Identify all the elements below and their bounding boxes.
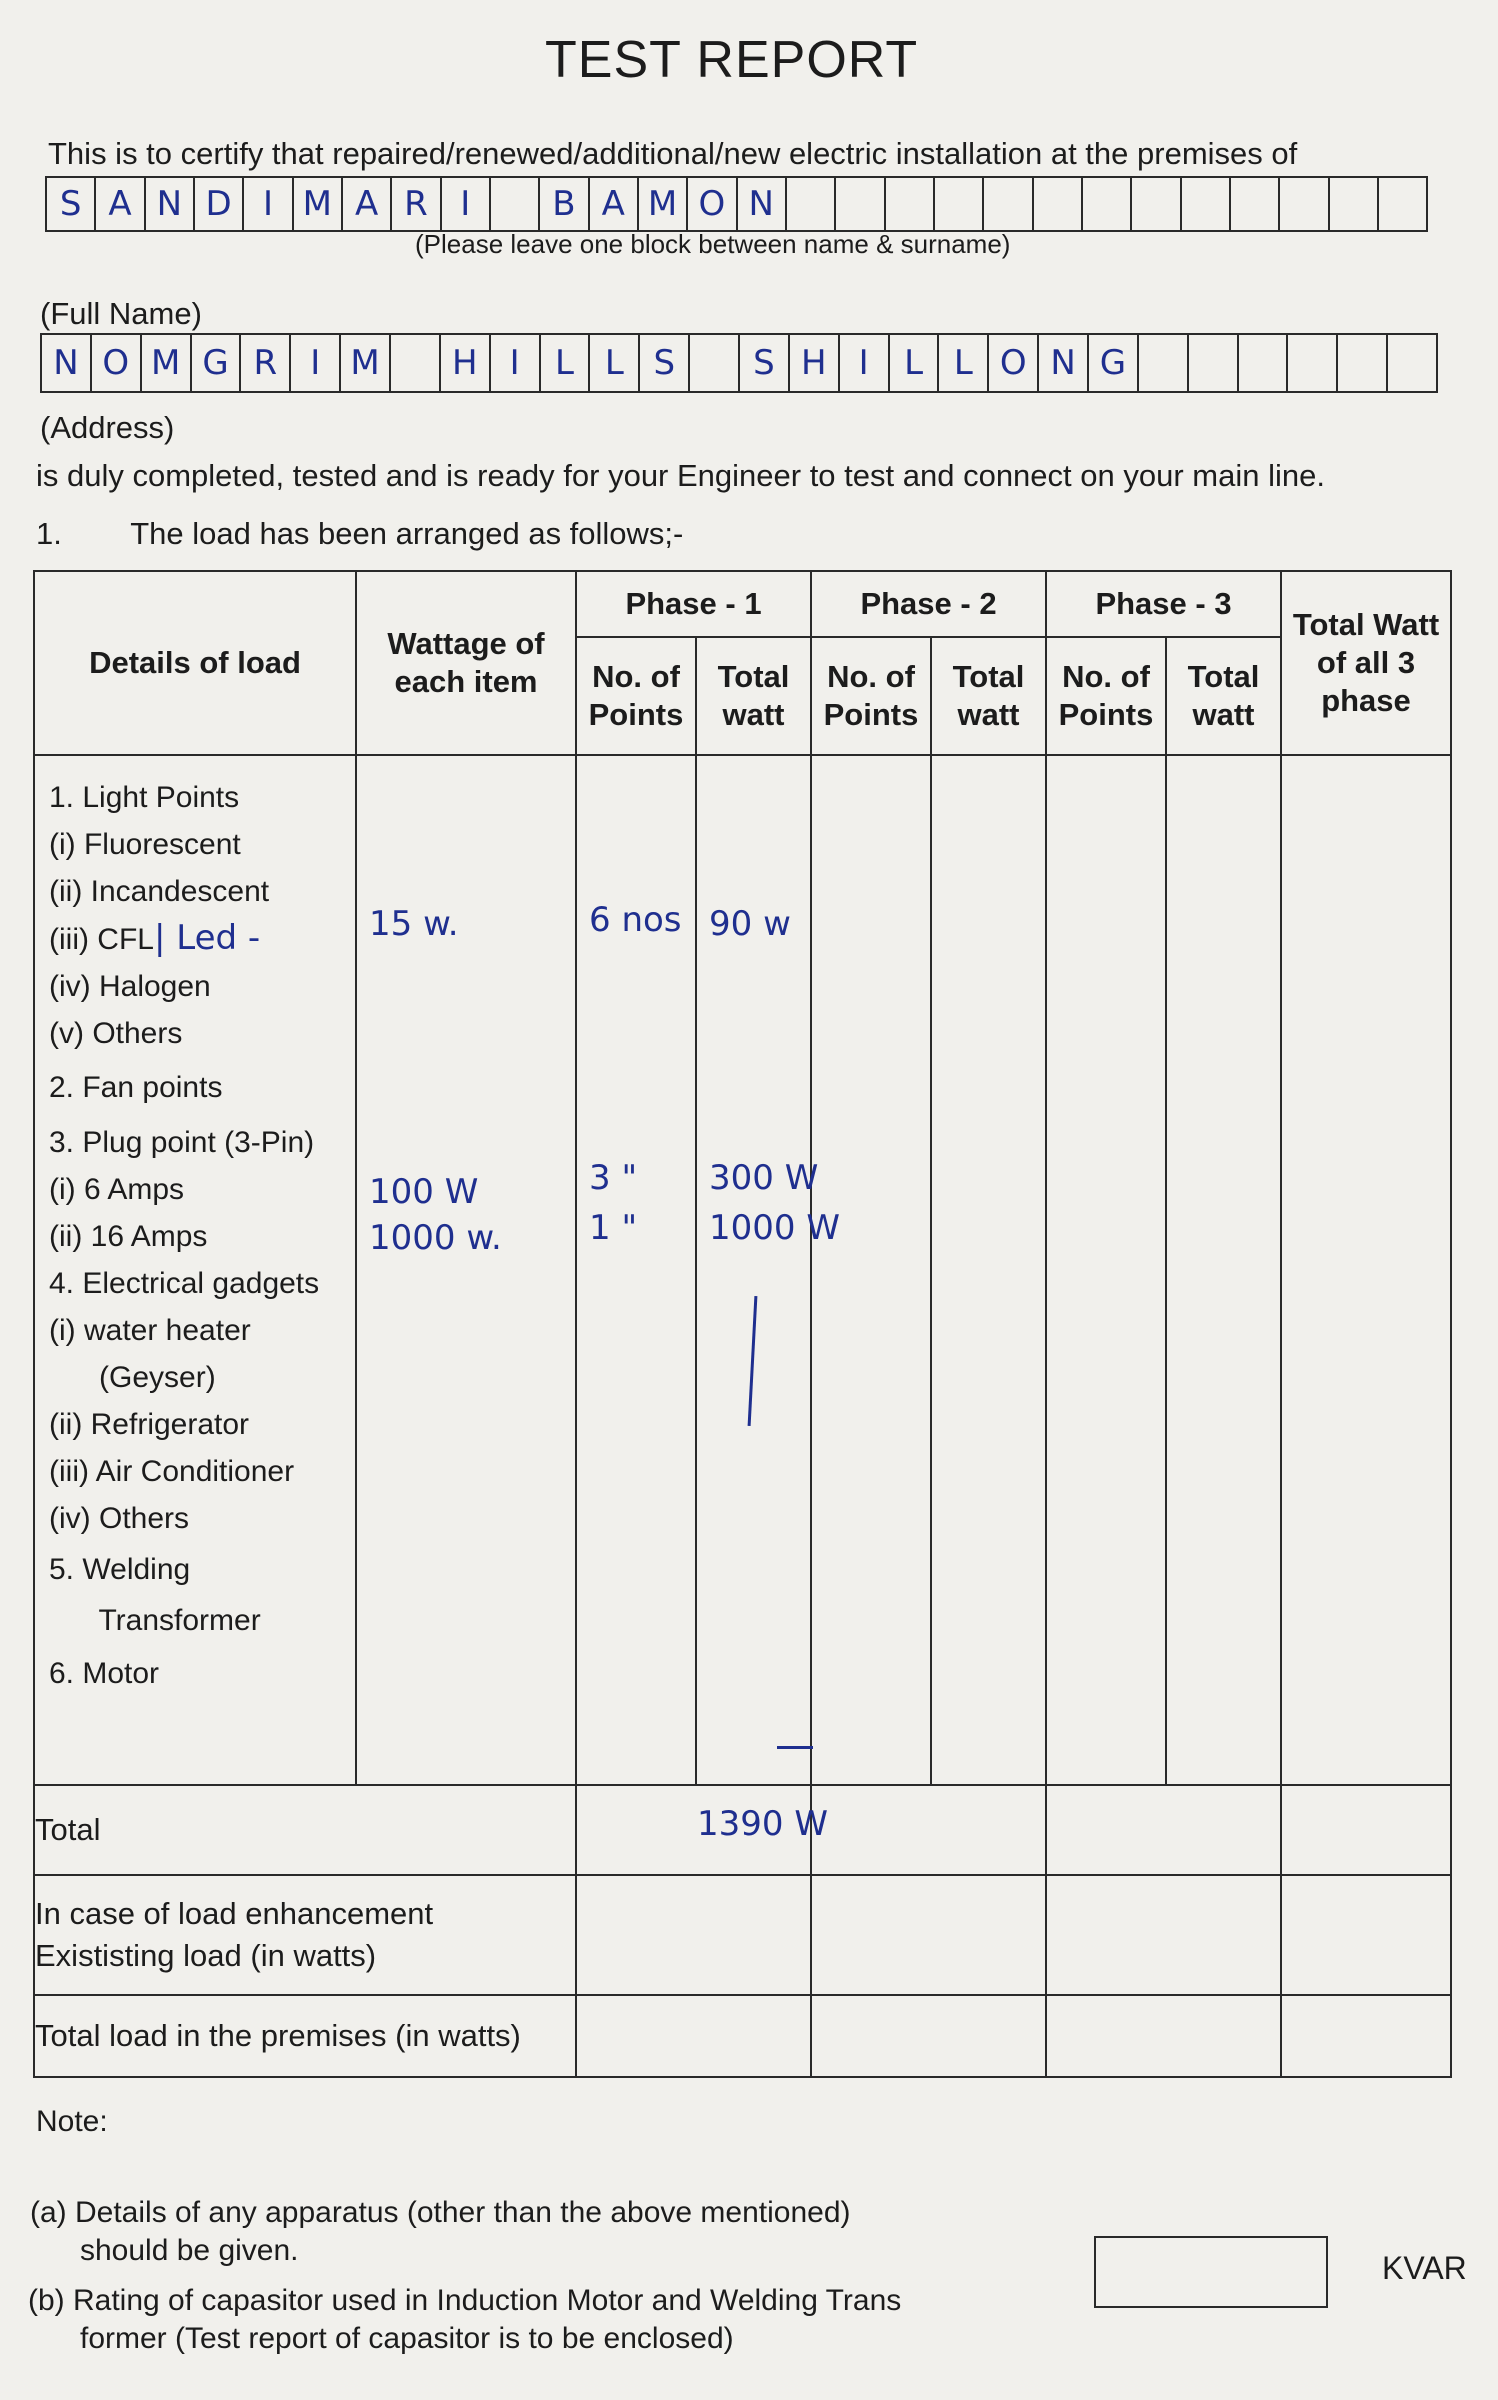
completed-text: is duly completed, tested and is ready for your Engineer to test and connect on your main line.: [36, 458, 1325, 493]
address-letter-box[interactable]: [1388, 335, 1436, 391]
item-6-amps: (i) 6 Amps: [49, 1173, 185, 1206]
name-letter-box[interactable]: [935, 178, 984, 230]
address-letter-box[interactable]: L: [541, 335, 591, 391]
item-light-points: 1. Light Points: [49, 781, 240, 814]
item-fan-points: 2. Fan points: [49, 1071, 223, 1104]
address-letter-box[interactable]: L: [890, 335, 940, 391]
name-letter-box[interactable]: D: [195, 178, 244, 230]
p3-points-cell: [1046, 755, 1166, 1785]
amp6-wattage: 100 W: [369, 1172, 479, 1212]
name-letter-box[interactable]: N: [738, 178, 787, 230]
name-letter-box[interactable]: R: [392, 178, 441, 230]
total-premises-label: Total load in the premises (in watts): [34, 1995, 576, 2077]
address-letter-box[interactable]: [1338, 335, 1388, 391]
name-boxes[interactable]: [45, 176, 1428, 232]
name-letter-box[interactable]: S: [47, 178, 96, 230]
address-letter-box[interactable]: N: [1039, 335, 1089, 391]
total-p3-cell: [1046, 1785, 1281, 1875]
address-letter-box[interactable]: S: [740, 335, 790, 391]
kvar-label: KVAR: [1382, 2250, 1467, 2286]
name-letter-box[interactable]: [1280, 178, 1329, 230]
items-cell: [34, 755, 356, 1785]
address-boxes[interactable]: [40, 333, 1438, 393]
address-letter-box[interactable]: [1239, 335, 1289, 391]
cfl-wattage: 15 w.: [369, 904, 459, 944]
address-letter-box[interactable]: G: [1089, 335, 1139, 391]
item-16-amps: (ii) 16 Amps: [49, 1220, 208, 1253]
total-all-cell: [1281, 755, 1451, 1785]
note-a-line1: (a) Details of any apparatus (other than the above mentioned): [30, 2196, 851, 2229]
p2-total-cell: [931, 755, 1046, 1785]
address-letter-box[interactable]: I: [491, 335, 541, 391]
address-letter-box[interactable]: H: [790, 335, 840, 391]
enhancement-p3-cell: [1046, 1875, 1281, 1995]
name-letter-box[interactable]: A: [343, 178, 392, 230]
name-letter-box[interactable]: [1330, 178, 1379, 230]
amp6-total: 300 W: [709, 1158, 819, 1198]
amp6-points: 3 ": [589, 1158, 638, 1198]
load-table: [33, 570, 1452, 2078]
total-p2-cell: [811, 1785, 1046, 1875]
item-others-gadgets: (iv) Others: [49, 1502, 190, 1535]
load-intro: 1. The load has been arranged as follows;-: [36, 516, 684, 551]
enhancement-p2-cell: [811, 1875, 1046, 1995]
name-letter-box[interactable]: A: [96, 178, 145, 230]
p3-total-cell: [1166, 755, 1281, 1785]
grand-total: 1390 W: [697, 1804, 828, 1844]
address-letter-box[interactable]: O: [989, 335, 1039, 391]
item-cfl: (iii) CFL| Led -: [49, 918, 261, 958]
name-letter-box[interactable]: [984, 178, 1033, 230]
cfl-total: 90 w: [709, 904, 791, 944]
address-letter-box[interactable]: [1139, 335, 1189, 391]
header-p1-points: No. of Points: [576, 637, 696, 755]
header-p3-points: No. of Points: [1046, 637, 1166, 755]
p1-total-cell: [696, 755, 840, 1785]
item-fluorescent: (i) Fluorescent: [49, 828, 241, 861]
name-letter-box[interactable]: [1379, 178, 1426, 230]
name-letter-box[interactable]: N: [146, 178, 195, 230]
address-letter-box[interactable]: I: [291, 335, 341, 391]
item-others-light: (v) Others: [49, 1017, 183, 1050]
address-letter-box[interactable]: O: [92, 335, 142, 391]
item-electrical-gadgets: 4. Electrical gadgets: [49, 1267, 320, 1300]
note-b-line1: (b) Rating of capasitor used in Induction Motor and Welding Trans: [28, 2284, 902, 2317]
name-letter-box[interactable]: [787, 178, 836, 230]
total-label: Total: [34, 1785, 576, 1875]
premises-p2-cell: [811, 1995, 1046, 2077]
address-letter-box[interactable]: S: [640, 335, 690, 391]
full-name-label: (Full Name): [40, 296, 202, 331]
note-label: Note:: [36, 2105, 108, 2138]
item-air-conditioner: (iii) Air Conditioner: [49, 1455, 295, 1488]
address-letter-box[interactable]: L: [590, 335, 640, 391]
address-letter-box[interactable]: R: [241, 335, 291, 391]
address-letter-box[interactable]: M: [142, 335, 192, 391]
address-letter-box[interactable]: [391, 335, 441, 391]
enhancement-label: In case of load enhancement Exististing load (in watts): [34, 1875, 576, 1995]
header-p2-total: Total watt: [931, 637, 1046, 755]
item-geyser: (Geyser): [49, 1361, 216, 1394]
p2-points-cell: [811, 755, 931, 1785]
name-letter-box[interactable]: [491, 178, 540, 230]
report-title: TEST REPORT: [545, 31, 919, 89]
name-hint: (Please leave one block between name & surname): [415, 229, 1011, 259]
item-halogen: (iv) Halogen: [49, 970, 211, 1003]
premises-all-cell: [1281, 1995, 1451, 2077]
name-letter-box[interactable]: I: [442, 178, 491, 230]
name-letter-box[interactable]: [1034, 178, 1083, 230]
header-p1-total: Total watt: [696, 637, 811, 755]
name-letter-box[interactable]: M: [639, 178, 688, 230]
cfl-points: 6 nos: [589, 900, 682, 940]
header-details: Details of load: [34, 571, 356, 755]
note-b-line2: former (Test report of capasitor is to be enclosed): [80, 2322, 734, 2355]
name-letter-box[interactable]: [1231, 178, 1280, 230]
header-phase3: Phase - 3: [1046, 571, 1281, 637]
cfl-note: | Led -: [154, 918, 261, 958]
wattage-cell: [356, 755, 576, 1785]
item-water-heater: (i) water heater: [49, 1314, 251, 1347]
address-letter-box[interactable]: H: [441, 335, 491, 391]
hw-dash-mark: [777, 1746, 813, 1749]
header-total-all: Total Watt of all 3 phase: [1281, 571, 1451, 755]
name-letter-box[interactable]: A: [590, 178, 639, 230]
name-letter-box[interactable]: [1083, 178, 1132, 230]
note-a-line2: should be given.: [80, 2234, 299, 2267]
total-all-phase-cell: [1281, 1785, 1451, 1875]
total-p1-cell: [576, 1785, 828, 1875]
header-p3-total: Total watt: [1166, 637, 1281, 755]
address-letter-box[interactable]: [690, 335, 740, 391]
header-phase2: Phase - 2: [811, 571, 1046, 637]
item-refrigerator: (ii) Refrigerator: [49, 1408, 250, 1441]
address-label: (Address): [40, 410, 175, 445]
hw-vertical-mark: [748, 1296, 758, 1426]
item-plug-point: 3. Plug point (3-Pin): [49, 1126, 315, 1159]
enhancement-all-cell: [1281, 1875, 1451, 1995]
address-letter-box[interactable]: L: [939, 335, 989, 391]
p1-points-cell: [576, 755, 696, 1785]
item-incandescent: (ii) Incandescent: [49, 875, 270, 908]
name-letter-box[interactable]: M: [294, 178, 343, 230]
name-letter-box[interactable]: [836, 178, 885, 230]
enhancement-p1-cell: [576, 1875, 811, 1995]
premises-p1-cell: [576, 1995, 811, 2077]
address-letter-box[interactable]: M: [341, 335, 391, 391]
header-wattage: Wattage of each item: [356, 571, 576, 755]
header-p2-points: No. of Points: [811, 637, 931, 755]
address-letter-box[interactable]: [1189, 335, 1239, 391]
address-letter-box[interactable]: I: [840, 335, 890, 391]
name-letter-box[interactable]: [886, 178, 935, 230]
item-transformer: Transformer: [49, 1604, 261, 1637]
name-letter-box[interactable]: I: [244, 178, 293, 230]
address-letter-box[interactable]: G: [192, 335, 242, 391]
header-phase1: Phase - 1: [576, 571, 811, 637]
name-letter-box[interactable]: [1182, 178, 1231, 230]
item-motor: 6. Motor: [49, 1657, 160, 1690]
item-welding: 5. Welding: [49, 1553, 191, 1586]
name-letter-box[interactable]: B: [540, 178, 589, 230]
address-letter-box[interactable]: N: [42, 335, 92, 391]
amp16-points: 1 ": [589, 1208, 638, 1248]
address-letter-box[interactable]: [1288, 335, 1338, 391]
premises-p3-cell: [1046, 1995, 1281, 2077]
name-letter-box[interactable]: O: [688, 178, 737, 230]
amp16-wattage: 1000 w.: [369, 1218, 502, 1258]
name-letter-box[interactable]: [1132, 178, 1181, 230]
certify-text: This is to certify that repaired/renewed/additional/new electric installation at the premises of: [48, 136, 1298, 171]
amp16-total: 1000 W: [709, 1208, 840, 1248]
kvar-input-box[interactable]: [1094, 2236, 1328, 2308]
